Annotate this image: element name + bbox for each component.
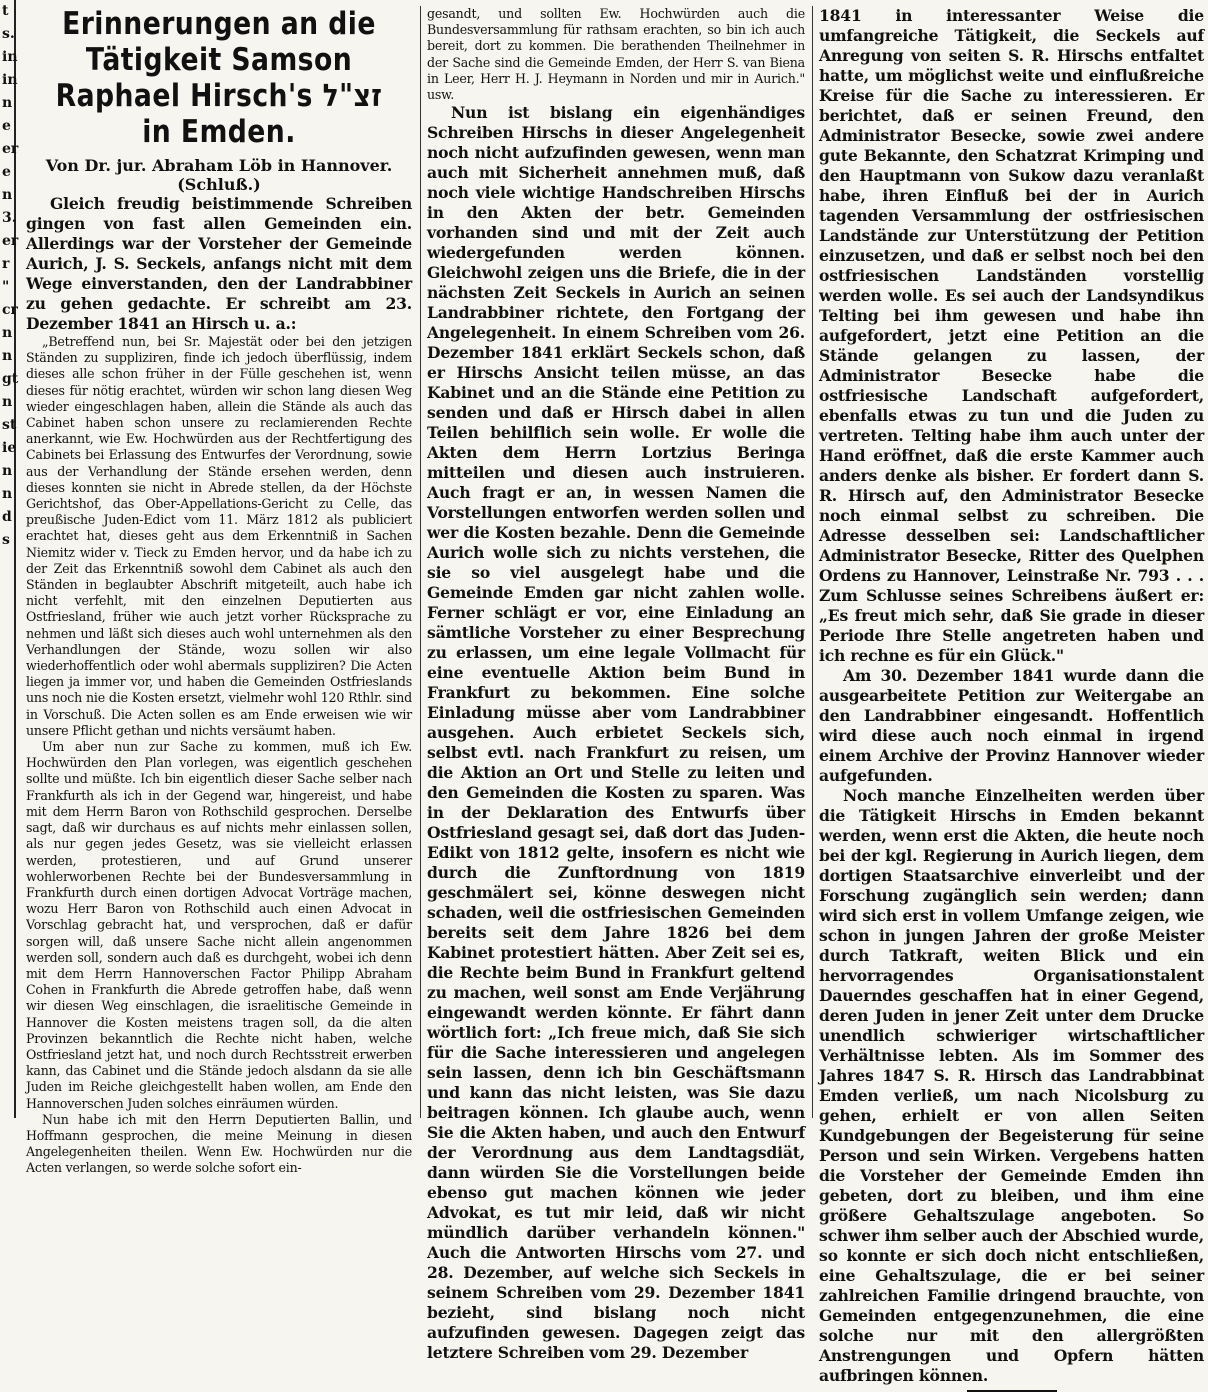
margin-fragment-text: e <box>2 118 11 134</box>
margin-fragment-text: " <box>2 279 10 295</box>
margin-fragment-text: cr <box>2 302 18 318</box>
paragraph: Am 30. Dezember 1841 wurde dann die ausgearbeitete Petition zur Weitergabe an den Landrabbiner eingesandt. Hoffentlich wird diese auch noch einmal in irgend einem Archive der Provinz Hannover wieder aufgefunden. <box>819 666 1204 785</box>
quoted-letter-paragraph: Um aber nun zur Sache zu kommen, muß ich Ew. Hochwürden den Plan vorlegen, was eigentlich geschehen sollte und müßte. Ich bin eigentlich dieser Sache selber nach Frankfurth als ich in der Gegend war, hingereist, und habe mit dem Herrn Baron von Rothschild gesprochen. Derselbe sagt, daß wir durchaus es auf nichts mehr einlassen sollen, als nur gegen jedes Gesetz, was sie vielleicht erlassen werden, protestieren, und auf Grund unserer wohlerworbenen Rechte bei der Bundesversammlung in Frankfurth durch einen dortigen Advocat Vorträge machen, wozu Herr Baron von Rothschild auch einen Advocat in Vorschlag gebracht hat, und versprochen, daß er dafür sorgen will, daß unsere Sache nicht allein angenommen werden soll, sondern auch daß es durchgeht, wobei ich denn mit dem Herrn Hannoverschen Factor Philipp Abraham Cohen in Frankfurth die Abrede getroffen habe, daß wenn wir diesen Weg einschlagen, die israelitische Gemeinde in Hannover die Kosten meistens tragen soll, da die alten Provinzen bekanntlich die Rechte nicht haben, welche Ostfriesland jetzt hat, und noch durch Rechtsstreit erwerben kann, das Cabinet und die Stände jedoch alsdann da sie alle Juden im Reiche gleichgestellt haben wollen, am Ende den Hannoverschen Juden solches einräumen würden. <box>26 739 412 1111</box>
margin-fragment-text: n <box>2 394 13 410</box>
margin-fragment-text: n <box>2 187 13 203</box>
margin-fragment-text: in <box>2 72 18 88</box>
article-byline: Von Dr. jur. Abraham Löb in Hannover. <box>45 156 393 175</box>
margin-fragment-text: n <box>2 95 13 111</box>
quoted-letter-paragraph: gesandt, und sollten Ew. Hochwürden auch die Bundesversammlung für rathsam erachten, so bin ich auch bereit, dort zu kommen. Die berathenden Theilnehmer in der Sache sind die Gemeinde Emden, der Herr S. van Biena in Leer, Herr H. J. Heymann in Norden und mir in Aurich." usw. <box>427 6 805 103</box>
column-1 <box>26 6 412 1176</box>
paragraph: Nun ist bislang ein eigenhändiges Schreiben Hirschs in dieser Angelegenheit noch nicht aufzufinden gewesen, wenn man auch mit Sicherheit annehmen muß, daß noch viele wichtige Handschreiben Hirschs in den Akten der betr. Gemeinden vorhanden sind und mit der Zeit auch wiedergefunden werden können. Gleichwohl zeigen uns die Briefe, die in der nächsten Zeit Seckels in Aurich an seinen Landrabbiner richtete, den Fortgang der Angelegenheit. In einem Schreiben vom 26. Dezember 1841 erklärt Seckels schon, daß er Hirschs Ansicht teilen müsse, an das Kabinet und an die Stände eine Petition zu senden und daß er Hirsch dabei in allen Teilen behilflich sein wolle. Er wolle die Akten dem Herrn Lortzius Beringa mitteilen und diesen auch instruieren. Auch fragt er an, in wessen Namen die Vorstellungen entworfen werden sollen und wer die Kosten bezahle. Denn die Gemeinde Aurich wolle sich zu nichts verstehen, die sie so viel ausgelegt habe und die Gemeinde Emden gar nicht zahlen wolle. Ferner schlägt er vor, eine Einladung an sämtliche Vorsteher zu einer Besprechung zu erlassen, um eine legale Vollmacht für eine eventuelle Aktion beim Bund in Frankfurt zu bekommen. Eine solche Einladung müsse aber vom Landrabbiner ausgehen. Auch erbietet Seckels sich, selbst evtl. nach Frankfurt zu reisen, um die Aktion an Ort und Stelle zu leiten und den Gemeinden die Kosten zu sparen. Was in der Deklaration des Entwurfs über Ostfriesland gesagt sei, daß dort das Juden-Edikt von 1812 gelte, insofern es nicht wie durch die Zunftordnung von 1819 geschmälert sei, könne deswegen nicht schaden, weil die ostfriesischen Gemeinden bereits seit dem Jahre 1826 bei dem Kabinet protestiert hätten. Aber Zeit sei es, die Rechte beim Bund in Frankfurt geltend zu machen, weil sonst am Ende Verjährung eingewandt werden könnte. Er fährt dann wörtlich fort: „Ich freue mich, daß Sie sich für die Sache interessieren und angelegen sein lassen, denn ich bin Geschäftsmann und kann das nicht leisten, was Sie dazu beitragen können. Ich glaube auch, wenn Sie die Akten haben, und auch den Entwurf der Verordnung aus dem Landtagsdiät, dann würden Sie die Vorstellungen beide ebenso gut machen können wie jeder Advokat, es tut mir leid, daß wir nicht mündlich darüber verhandeln können." Auch die Antworten Hirschs vom 27. und 28. Dezember, auf welche sich Seckels in seinem Schreiben vom 29. Dezember 1841 bezieht, sind bislang noch nicht aufzufinden gewesen. Dagegen zeigt das letztere Schreiben vom 29. Dezember <box>427 103 805 1363</box>
margin-fragment-text: ie <box>2 440 17 456</box>
adjacent-column-fragment <box>0 0 19 1118</box>
margin-fragment-text: 3. <box>2 210 17 226</box>
article-title: Erinnerungen an die Tätigkeit Samson Raphael Hirsch's זצ"ל in Emden. <box>55 6 383 150</box>
margin-fragment-text: er <box>2 141 19 157</box>
margin-fragment-text: t <box>2 3 9 19</box>
paragraph: Gleich freudig beistimmende Schreiben gingen von fast allen Gemeinden ein. Allerdings war der Vorsteher der Gemeinde Aurich, J. S. Seckels, anfangs nicht mit dem Wege einverstanden, den der Landrabbiner zu gehen gedachte. Er schreibt am 23. Dezember 1841 an Hirsch u. a.: <box>26 194 412 333</box>
margin-fragment-text: r <box>2 256 10 272</box>
margin-fragment-text: n <box>2 348 13 364</box>
margin-fragment-text: er <box>2 233 19 249</box>
article-continuation-note: (Schluß.) <box>177 175 261 194</box>
margin-fragment-text: n <box>2 463 13 479</box>
margin-fragment-text: in <box>2 49 18 65</box>
paragraph: 1841 in interessanter Weise die umfangreiche Tätigkeit, die Seckels auf Anregung von seiten S. R. Hirschs entfaltet hatte, um möglichst weite und einflußreiche Kreise für die Sache zu interessieren. Er berichtet, daß er seinen Freund, den Administrator Besecke, sowie zwei andere gute Bekannte, den Schatzrat Krimping und den Hauptmann von Sukow dazu veranlaßt habe, ihren Einfluß bei der in Aurich tagenden Versammlung der ostfriesischen Landstände zur Unterstützung der Petition einzusetzen, und daß er selbst noch bei den ostfriesischen Landständen vorstellig werden wolle. Es sei auch der Landsyndikus Telting bei ihm gewesen und habe ihn aufgefordert, jetzt eine Petition an die Stände gelangen zu lassen, der Administrator Besecke habe die ostfriesische Landschaft aufgefordert, ebenfalls etwas zu tun und die Juden zu vertreten. Telting habe ihm auch unter der Hand eröffnet, daß die erste Kammer auch anders denke als bisher. Er fordert dann S. R. Hirsch auf, den Administrator Besecke noch einmal selbst zu schreiben. Die Adresse desselben sei: Landschaftlicher Administrator Besecke, Ritter des Quelphen Ordens zu Hannover, Leinstraße Nr. 793 . . . Zum Schlusse seines Schreibens äußert er: „Es freut mich sehr, daß Sie grade in dieser Periode Ihre Stelle angetreten haben und ich rechne es für ein Glück." <box>819 6 1204 665</box>
margin-fragment-text: s. <box>2 26 15 42</box>
margin-fragment-text: s <box>2 532 10 548</box>
margin-fragment-text: n <box>2 325 13 341</box>
margin-fragment-text: st <box>2 417 17 433</box>
column-2 <box>420 6 805 1363</box>
margin-fragment-text: d <box>2 509 12 525</box>
paragraph: Noch manche Einzelheiten werden über die Tätigkeit Hirschs in Emden bekannt werden, wenn erst die Akten, die heute noch bei der kgl. Regierung in Aurich liegen, dem dortigen Staatsarchive einverleibt und der Forschung zugänglich sein werden; dann wird sich erst in vollem Umfange zeigen, wie schon in jungen Jahren der große Meister durch Tatkraft, weiten Blick und ein hervorragendes Organisationstalent Dauerndes geschaffen hat in einer Gegend, deren Juden in jener Zeit unter dem Drucke unendlich schwieriger wirtschaftlicher Verhältnisse lebten. Als im Sommer des Jahres 1847 S. R. Hirsch das Landrabbinat Emden verließ, um nach Nicolsburg zu gehen, erhielt er von allen Seiten Kundgebungen der Begeisterung für seine Person und sein Wirken. Vergebens hatten die Vorsteher der Gemeinde Emden ihn gebeten, dort zu bleiben, und ihm eine größere Gehaltszulage angeboten. So schwer ihm selber auch der Abschied wurde, so konnte er sich doch nicht entschließen, eine Gehaltszulage, die er bei seiner zahlreichen Familie dringend brauchte, von Gemeinden entgegenzunehmen, die eine solche nur mit den allergrößten Anstrengungen und Opfern hätten aufbringen können. <box>819 786 1204 1385</box>
quoted-letter-paragraph: „Betreffend nun, bei Sr. Majestät oder bei den jetzigen Ständen zu suppliziren, finde ich jedoch überflüssig, indem dieses alle schon früher in der Fülle geschehen ist, wenn dieses für nötig erachtet, würden wir schon lang diesen Weg wieder eingeschlagen haben, allein die Stände als auch das Cabinet haben schon unsere zu reclamierenden Rechte anerkannt, wie Ew. Hochwürden aus der Rechtfertigung des Cabinets bei Erlassung des Entwurfes der Verordnung, sowie aus der Verhandlung der Stände ersehen werden, denn dieses konnten sie nicht in Abrede stellen, da der Höchste Gerichtshof, das Ober-Appellations-Gericht zu Celle, das preußische Juden-Edict vom 11. März 1812 als publiciert erachtet hat, dieses geht aus dem Erkenntniß in Sachen Niemitz wider v. Tieck zu Emden hervor, und da habe ich zu der Zeit das Erkenntniß sowohl dem Cabinet als auch den Ständen in beglaubter Abschrift mitgeteilt, auch habe ich nicht verfehlt, mit den einzelnen Deputierten aus Ostfriesland, früher wie auch jetzt vorher Rücksprache zu nehmen und läßt sich dieses auch wohl unternehmen als den Verhandlungen der Stände, wozu sollen wir also wiederhoffentlich oder wohl abermals suppliziren? Die Acten liegen ja immer vor, und haben die Gemeinden Ostfrieslands uns noch nie die Kosten ersetzt, vielmehr wohl 120 Rthlr. sind in Vorschuß. Die Acten sollen es am Ende erweisen wie wir unsere Pflicht gethan und nichts versäumt haben. <box>26 334 412 738</box>
quoted-letter-paragraph: Nun habe ich mit den Herrn Deputierten Ballin, und Hoffmann gesprochen, die meine Meinung in diesen Angelegenheiten theilen. Wenn Ew. Hochwürden nur die Acten verlangen, so werde solche sofort ein- <box>26 1111 412 1176</box>
margin-fragment-text: n <box>2 486 13 502</box>
margin-fragment-text: e <box>2 164 11 180</box>
margin-fragment-text: gt <box>2 371 19 387</box>
column-3 <box>812 6 1204 1385</box>
